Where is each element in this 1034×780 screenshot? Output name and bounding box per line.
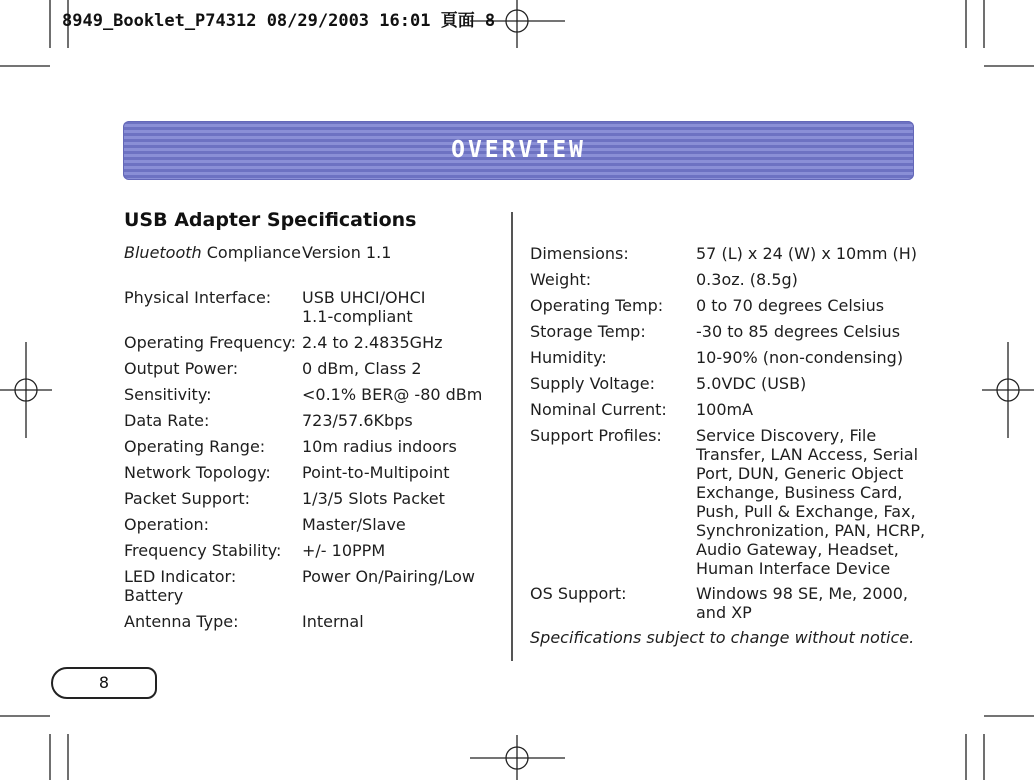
spec-label: Dimensions: [530, 244, 629, 263]
spec-value: 2.4 to 2.4835GHz [302, 333, 443, 352]
spec-value: Version 1.1 [302, 243, 392, 262]
spec-label: Operation: [124, 515, 210, 534]
spec-label: Output Power: [124, 359, 239, 378]
registration-mark-left [0, 342, 52, 438]
right-spec-list [530, 244, 926, 624]
overview-banner [123, 121, 914, 180]
spec-value: Point-to-Multipoint [302, 463, 450, 482]
spec-label: LED Indicator: Battery [124, 567, 237, 605]
spec-label: Frequency Stability: [124, 541, 282, 560]
spec-value: 1/3/5 Slots Packet [302, 489, 445, 508]
spec-value: USB UHCI/OHCI 1.1-compliant [302, 288, 426, 326]
section-title: USB Adapter Specifications [124, 209, 417, 231]
spec-value: Windows 98 SE, Me, 2000, and XP [696, 584, 909, 622]
spec-label: Nominal Current: [530, 400, 667, 419]
spec-label: Weight: [530, 270, 592, 289]
spec-label: Physical Interface: [124, 288, 272, 307]
spec-value: 0 to 70 degrees Celsius [696, 296, 885, 315]
spec-value: 57 (L) x 24 (W) x 10mm (H) [696, 244, 918, 263]
registration-mark-bottom [470, 735, 565, 780]
spec-label: Sensitivity: [124, 385, 212, 404]
spec-label: Operating Range: [124, 437, 266, 456]
spec-label: Antenna Type: [124, 612, 239, 631]
spec-value: 0.3oz. (8.5g) [696, 270, 798, 289]
spec-label: Packet Support: [124, 489, 251, 508]
spec-value: 10-90% (non-condensing) [696, 348, 904, 367]
spec-value: 5.0VDC (USB) [696, 374, 807, 393]
spec-label: Operating Temp: [530, 296, 664, 315]
spec-label: Network Topology: [124, 463, 271, 482]
spec-label: Support Profiles: [530, 426, 662, 445]
banner-title: OVERVIEW [451, 137, 586, 163]
spec-label: OS Support: [530, 584, 627, 603]
spec-label: Supply Voltage: [530, 374, 656, 393]
spec-label: Bluetooth Compliance [124, 243, 301, 262]
spec-label: Operating Frequency: [124, 333, 296, 352]
left-spec-list [124, 243, 504, 643]
column-divider [511, 212, 513, 661]
spec-value: <0.1% BER@ -80 dBm [302, 385, 483, 404]
spec-value: 723/57.6Kbps [302, 411, 413, 430]
page-number: 8 [51, 667, 157, 699]
registration-mark-right [982, 342, 1034, 438]
spec-label: Storage Temp: [530, 322, 646, 341]
spec-value: 0 dBm, Class 2 [302, 359, 422, 378]
spec-label: Data Rate: [124, 411, 210, 430]
spec-value: 10m radius indoors [302, 437, 457, 456]
spec-value: +/- 10PPM [302, 541, 386, 560]
spec-value: Service Discovery, File Transfer, LAN Access, Serial Port, DUN, Generic Object Exchange, Business Card, Push, Pull & Exchange, Fax, Synchronization, PAN, HCRP, Audio Gateway, Headset, Human Interface Device [696, 426, 926, 578]
spec-label: Humidity: [530, 348, 607, 367]
spec-value: Internal [302, 612, 364, 631]
specifications-note: Specifications subject to change without notice. [530, 628, 915, 647]
spec-value: Power On/Pairing/Low [302, 567, 475, 586]
spec-value: 100mA [696, 400, 754, 419]
print-slug: 8949_Booklet_P74312 08/29/2003 16:01 頁面 8 [62, 11, 496, 31]
spec-value: -30 to 85 degrees Celsius [696, 322, 901, 341]
spec-value: Master/Slave [302, 515, 406, 534]
